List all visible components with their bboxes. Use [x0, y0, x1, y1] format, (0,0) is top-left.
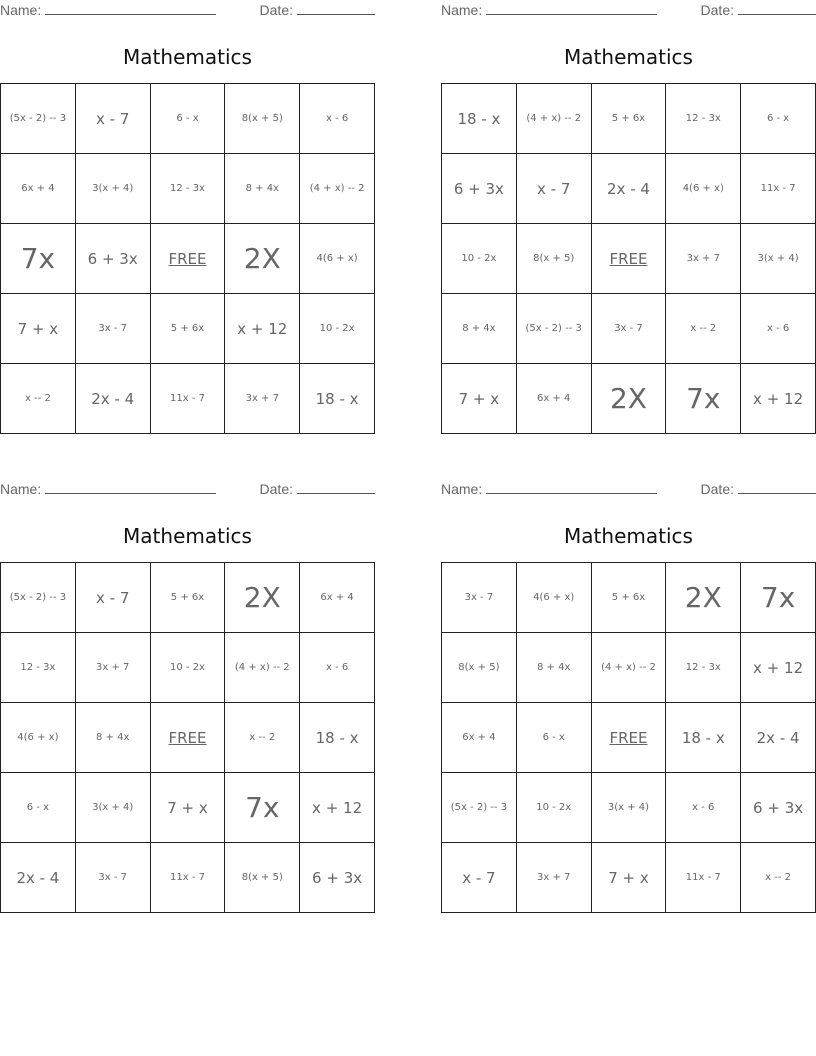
bingo-cell[interactable]: 6x + 4	[300, 563, 375, 633]
name-label: Name:	[0, 481, 42, 497]
bingo-cell[interactable]: x - 6	[300, 84, 375, 154]
bingo-cell[interactable]: 11x - 7	[666, 843, 741, 913]
bingo-cell[interactable]: 3x + 7	[76, 633, 151, 703]
bingo-cell[interactable]: 7 + x	[1, 294, 76, 364]
bingo-cell[interactable]: 6 + 3x	[76, 224, 151, 294]
bingo-cell[interactable]: 7x	[225, 773, 300, 843]
bingo-cell[interactable]: 3x + 7	[517, 843, 592, 913]
card-title: Mathematics	[564, 45, 693, 69]
date-line	[297, 481, 375, 494]
free-space-cell[interactable]: FREE	[592, 224, 667, 294]
bingo-cell[interactable]: 10 - 2x	[442, 224, 517, 294]
bingo-cell[interactable]: 11x - 7	[151, 843, 226, 913]
bingo-cell[interactable]: 4(6 + x)	[1, 703, 76, 773]
bingo-cell[interactable]: x + 12	[741, 364, 816, 434]
date-field[interactable]	[260, 2, 375, 18]
bingo-cell[interactable]: 6 + 3x	[741, 773, 816, 843]
bingo-cell[interactable]: 18 - x	[300, 364, 375, 434]
bingo-cell[interactable]: 3(x + 4)	[741, 224, 816, 294]
bingo-cell[interactable]: 12 - 3x	[666, 84, 741, 154]
bingo-grid	[441, 83, 816, 434]
bingo-cell[interactable]: 3(x + 4)	[592, 773, 667, 843]
bingo-cell[interactable]: 2X	[666, 563, 741, 633]
bingo-cell[interactable]: (4 + x) -- 2	[225, 633, 300, 703]
bingo-cell[interactable]: 4(6 + x)	[666, 154, 741, 224]
free-space-cell[interactable]: FREE	[592, 703, 667, 773]
bingo-cell[interactable]: 2X	[592, 364, 667, 434]
bingo-cell[interactable]: x + 12	[225, 294, 300, 364]
date-label: Date:	[259, 2, 293, 18]
date-line	[297, 2, 375, 15]
bingo-cell[interactable]: 4(6 + x)	[517, 563, 592, 633]
bingo-cell[interactable]: 2x - 4	[741, 703, 816, 773]
bingo-cell[interactable]: x -- 2	[666, 294, 741, 364]
bingo-cell[interactable]: 8 + 4x	[517, 633, 592, 703]
bingo-cell[interactable]: 18 - x	[300, 703, 375, 773]
name-date-row	[0, 479, 375, 501]
date-line	[738, 2, 816, 15]
name-label: Name:	[441, 2, 483, 18]
bingo-cell[interactable]: x + 12	[300, 773, 375, 843]
bingo-cell[interactable]: 7 + x	[151, 773, 226, 843]
bingo-cell[interactable]: 7 + x	[592, 843, 667, 913]
date-line	[738, 481, 816, 494]
bingo-cell[interactable]: 4(6 + x)	[300, 224, 375, 294]
bingo-cell[interactable]: 12 - 3x	[151, 154, 226, 224]
name-label: Name:	[441, 481, 483, 497]
bingo-cell[interactable]: 3x + 7	[225, 364, 300, 434]
free-space-cell[interactable]: FREE	[151, 224, 226, 294]
bingo-cell[interactable]: x - 6	[300, 633, 375, 703]
date-field[interactable]	[701, 481, 816, 497]
date-label: Date:	[700, 481, 734, 497]
bingo-cell[interactable]: 11x - 7	[151, 364, 226, 434]
name-field[interactable]	[441, 481, 657, 497]
bingo-cell[interactable]: 7 + x	[442, 364, 517, 434]
bingo-cell[interactable]: 8(x + 5)	[517, 224, 592, 294]
bingo-cell[interactable]: 3x - 7	[592, 294, 667, 364]
name-field[interactable]	[0, 2, 216, 18]
bingo-cell[interactable]: 8(x + 5)	[442, 633, 517, 703]
bingo-cell[interactable]: 18 - x	[442, 84, 517, 154]
bingo-cell[interactable]: 5 + 6x	[592, 84, 667, 154]
bingo-cell[interactable]: x - 6	[666, 773, 741, 843]
card-title: Mathematics	[123, 524, 252, 548]
bingo-cell[interactable]: 8 + 4x	[76, 703, 151, 773]
bingo-cell[interactable]: 5 + 6x	[151, 563, 226, 633]
bingo-cell[interactable]: 10 - 2x	[300, 294, 375, 364]
bingo-cell[interactable]: 6 + 3x	[442, 154, 517, 224]
bingo-cell[interactable]: 7x	[666, 364, 741, 434]
bingo-cell[interactable]: 2x - 4	[592, 154, 667, 224]
bingo-cell[interactable]: x - 7	[76, 84, 151, 154]
bingo-card-4	[441, 479, 816, 887]
bingo-cell[interactable]: 2x - 4	[1, 843, 76, 913]
bingo-cell[interactable]: 5 + 6x	[592, 563, 667, 633]
name-field[interactable]	[441, 2, 657, 18]
name-date-row	[441, 479, 816, 501]
bingo-grid	[0, 83, 375, 434]
bingo-cell[interactable]: 6 - x	[517, 703, 592, 773]
bingo-cell[interactable]: (4 + x) -- 2	[592, 633, 667, 703]
bingo-cell[interactable]: x + 12	[741, 633, 816, 703]
bingo-cell[interactable]: 3x - 7	[76, 294, 151, 364]
bingo-cell[interactable]: 6 - x	[741, 84, 816, 154]
date-field[interactable]	[701, 2, 816, 18]
name-label: Name:	[0, 2, 42, 18]
name-line	[45, 2, 216, 15]
date-field[interactable]	[260, 481, 375, 497]
card-title: Mathematics	[123, 45, 252, 69]
bingo-cell[interactable]: (5x - 2) -- 3	[517, 294, 592, 364]
bingo-cell[interactable]: 6x + 4	[1, 154, 76, 224]
bingo-cell[interactable]: 3x - 7	[76, 843, 151, 913]
bingo-cell[interactable]: (5x - 2) -- 3	[1, 563, 76, 633]
bingo-cell[interactable]: 11x - 7	[741, 154, 816, 224]
bingo-cell[interactable]: 18 - x	[666, 703, 741, 773]
bingo-cell[interactable]: (4 + x) -- 2	[517, 84, 592, 154]
date-label: Date:	[259, 481, 293, 497]
bingo-cell[interactable]: 2x - 4	[76, 364, 151, 434]
name-date-row	[441, 0, 816, 22]
bingo-grid	[441, 562, 816, 913]
bingo-cell[interactable]: 5 + 6x	[151, 294, 226, 364]
bingo-cell[interactable]: 6x + 4	[442, 703, 517, 773]
bingo-cell[interactable]: 12 - 3x	[1, 633, 76, 703]
name-line	[486, 2, 657, 15]
bingo-cell[interactable]: 7x	[741, 563, 816, 633]
bingo-grid	[0, 562, 375, 913]
bingo-cell[interactable]: 6x + 4	[517, 364, 592, 434]
bingo-cell[interactable]: x -- 2	[741, 843, 816, 913]
bingo-card-2	[441, 0, 816, 415]
bingo-cell[interactable]: 6 + 3x	[300, 843, 375, 913]
bingo-cell[interactable]: 8(x + 5)	[225, 84, 300, 154]
bingo-cell[interactable]: (4 + x) -- 2	[300, 154, 375, 224]
bingo-cell[interactable]: 6 - x	[151, 84, 226, 154]
bingo-cell[interactable]: 8 + 4x	[442, 294, 517, 364]
bingo-cell[interactable]: 3(x + 4)	[76, 154, 151, 224]
card-title: Mathematics	[564, 524, 693, 548]
name-line	[486, 481, 657, 494]
name-line	[45, 481, 216, 494]
bingo-cell[interactable]: 10 - 2x	[517, 773, 592, 843]
bingo-cell[interactable]: x - 7	[517, 154, 592, 224]
bingo-cell[interactable]: 3x + 7	[666, 224, 741, 294]
free-space-cell[interactable]: FREE	[151, 703, 226, 773]
bingo-cell[interactable]: 3(x + 4)	[76, 773, 151, 843]
bingo-cell[interactable]: 2X	[225, 224, 300, 294]
name-field[interactable]	[0, 481, 216, 497]
bingo-cell[interactable]: 6 - x	[1, 773, 76, 843]
bingo-cell[interactable]: x -- 2	[225, 703, 300, 773]
bingo-cell[interactable]: 2X	[225, 563, 300, 633]
name-date-row	[0, 0, 375, 22]
bingo-cell[interactable]: x - 7	[442, 843, 517, 913]
bingo-cell[interactable]: x - 7	[76, 563, 151, 633]
bingo-cell[interactable]: 8(x + 5)	[225, 843, 300, 913]
bingo-cell[interactable]: x - 6	[741, 294, 816, 364]
bingo-cell[interactable]: 7x	[1, 224, 76, 294]
bingo-card-1	[0, 0, 375, 408]
bingo-cell[interactable]: (5x - 2) -- 3	[442, 773, 517, 843]
bingo-cell[interactable]: 12 - 3x	[666, 633, 741, 703]
bingo-card-3	[0, 479, 375, 887]
bingo-cell[interactable]: 3x - 7	[442, 563, 517, 633]
bingo-cell[interactable]: 10 - 2x	[151, 633, 226, 703]
bingo-cell[interactable]: x -- 2	[1, 364, 76, 434]
bingo-cell[interactable]: (5x - 2) -- 3	[1, 84, 76, 154]
date-label: Date:	[700, 2, 734, 18]
bingo-cell[interactable]: 8 + 4x	[225, 154, 300, 224]
